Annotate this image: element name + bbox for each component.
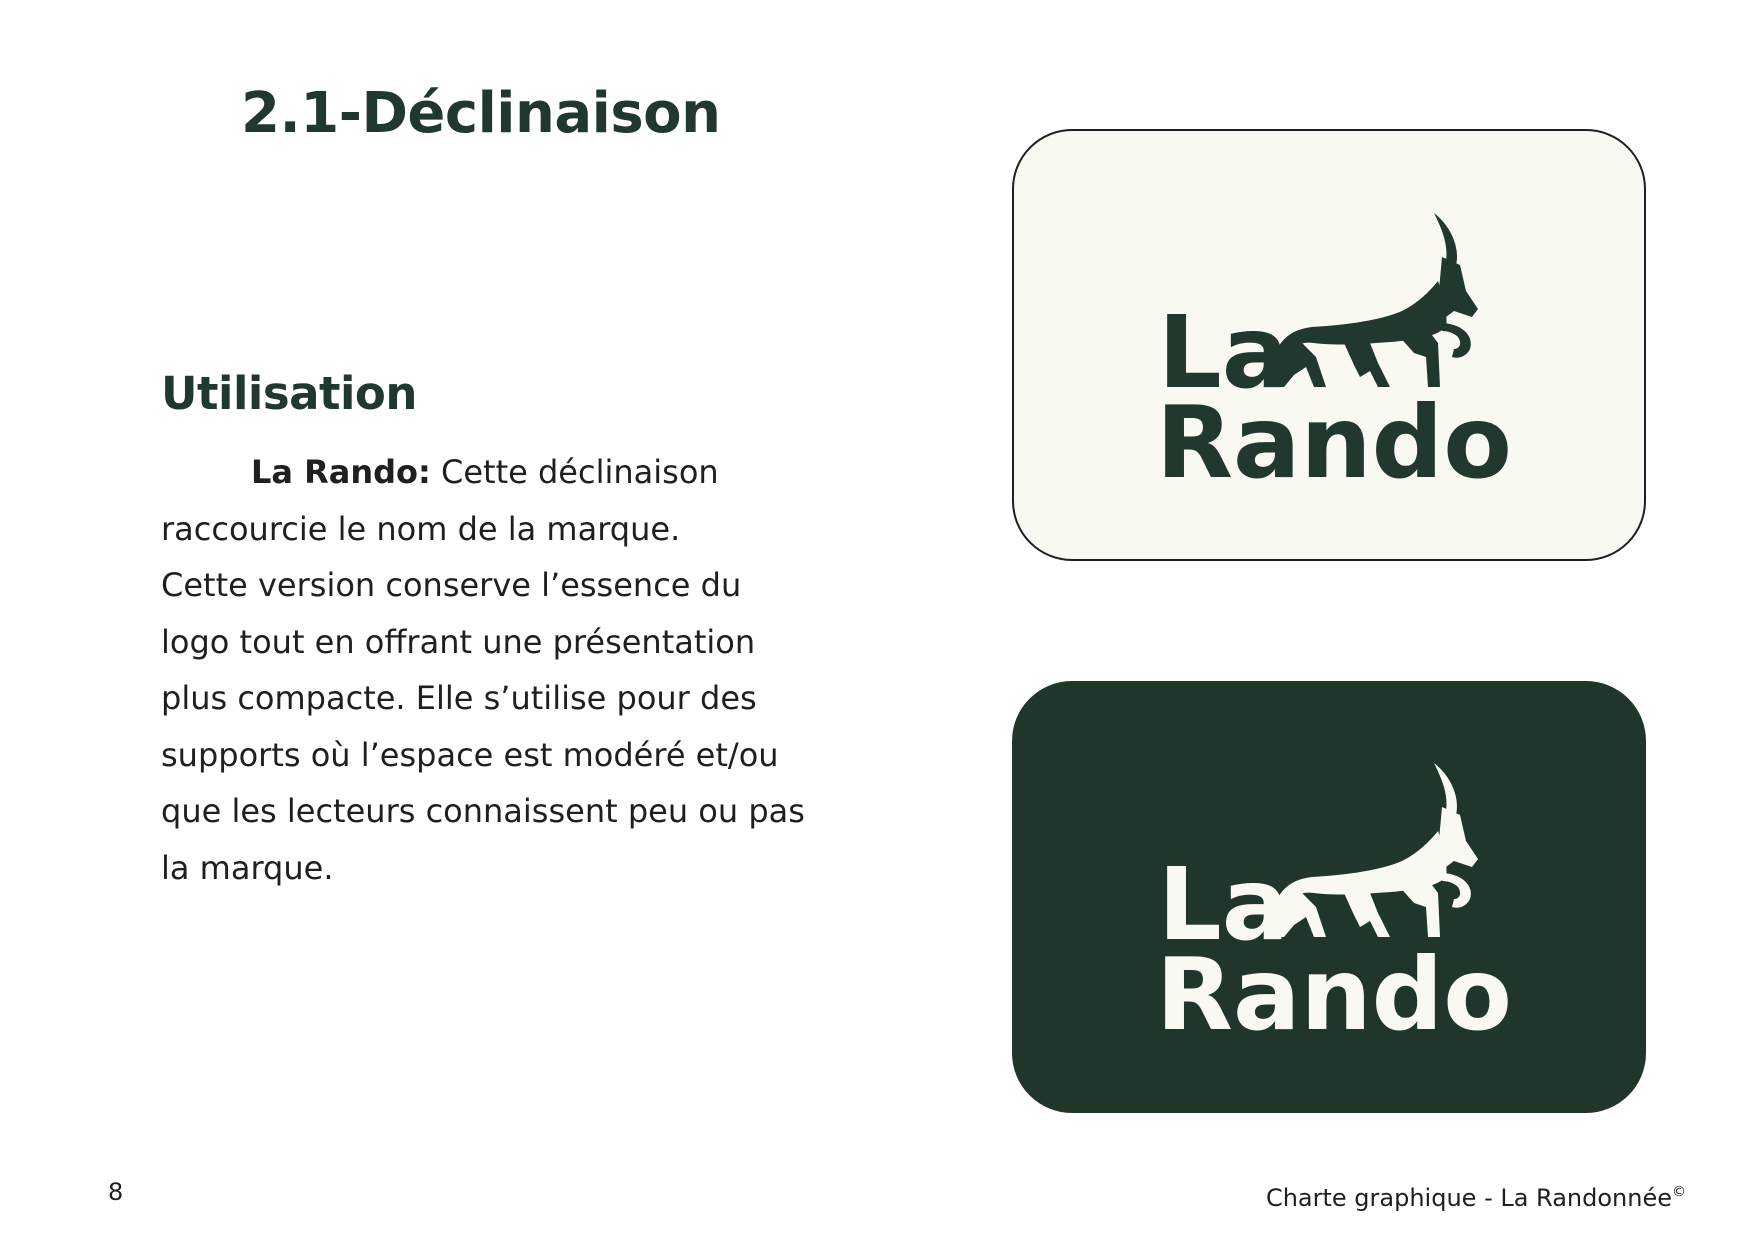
footer-title-text: Charte graphique - La Randonnée [1265, 1184, 1672, 1212]
lead-term: La Rando: [251, 453, 431, 491]
paragraph-line: plus compacte. Elle s’utilise pour des [161, 679, 757, 717]
usage-paragraph [161, 444, 896, 896]
paragraph-line: supports où l’espace est modéré et/ou [161, 735, 779, 774]
la-rando-logo-dark [1012, 681, 1646, 1113]
copyright-mark: © [1672, 1184, 1686, 1200]
section-heading: Utilisation [161, 367, 417, 420]
logo-card-light [1012, 129, 1646, 561]
paragraph-line: logo tout en offrant une présentation [161, 622, 756, 661]
footer-document-title [1266, 1176, 1686, 1214]
page-title: 2.1-Déclinaison [241, 81, 721, 146]
paragraph-line-text: Cette déclinaison [430, 453, 719, 491]
la-rando-logo-light [1014, 131, 1644, 559]
paragraph-line: la marque. [161, 848, 334, 887]
logo-word-rando: Rando [1156, 936, 1512, 1053]
goat-icon [1260, 763, 1478, 937]
goat-icon [1260, 213, 1478, 387]
page-number: 8 [108, 1178, 124, 1206]
paragraph-line: que les lecteurs connaissent peu ou pas [161, 792, 805, 830]
logo-word-la: La [1158, 846, 1290, 963]
paragraph-line [161, 444, 896, 501]
paragraph-line: raccourcie le nom de la marque. [161, 509, 681, 548]
logo-word-rando: Rando [1156, 384, 1512, 501]
paragraph-line: Cette version conserve l’essence du [161, 566, 742, 604]
logo-word-la: La [1158, 294, 1290, 411]
logo-card-dark [1012, 681, 1646, 1113]
